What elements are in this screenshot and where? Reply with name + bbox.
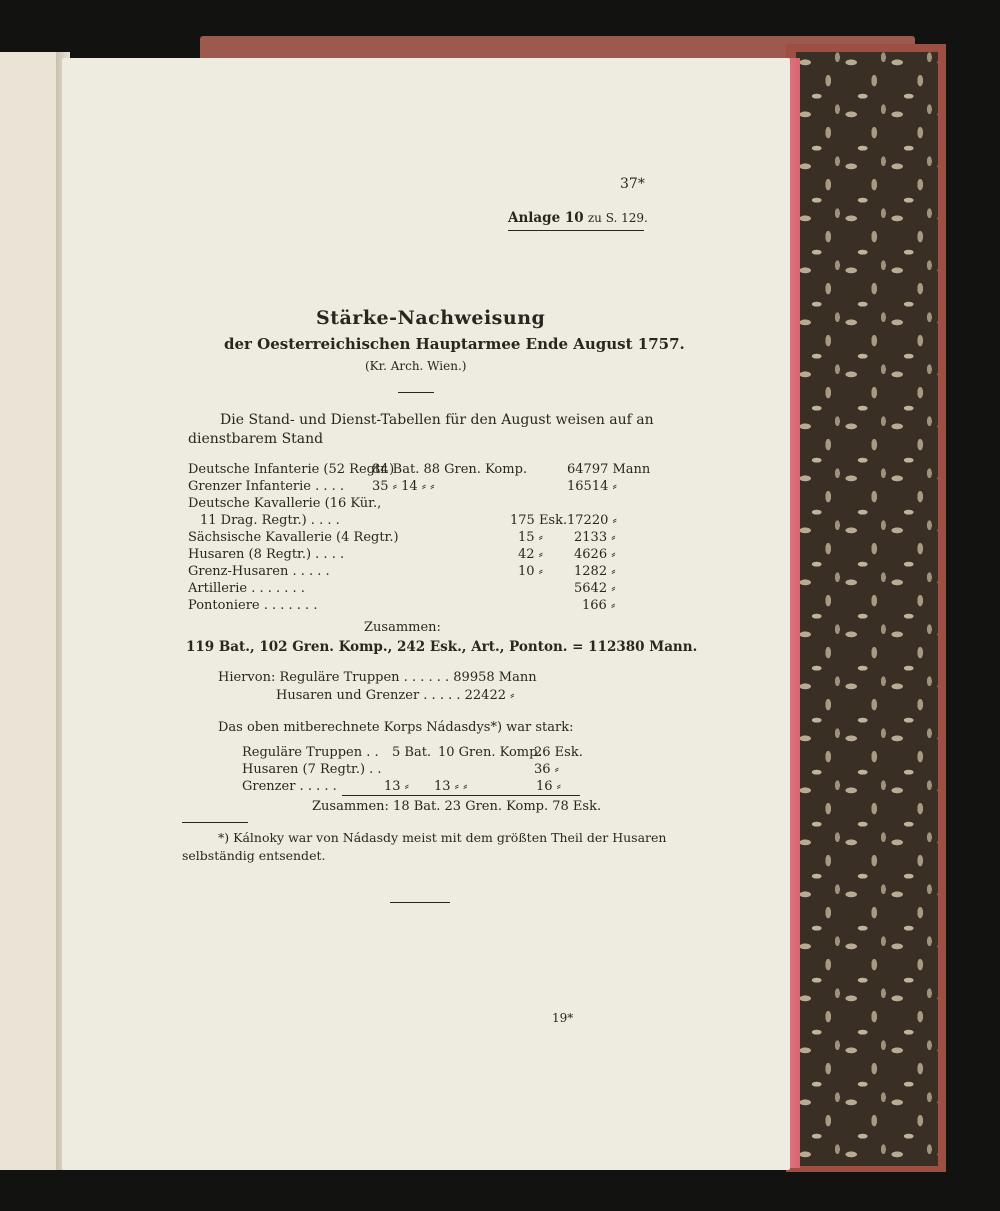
row-units: 35 ⸗ 14 ⸗ ⸗ [372,479,435,494]
document-title: Stärke-Nachweisung [316,307,546,329]
row-label: Artillerie . . . . . . . [188,581,305,596]
korps-esk: 26 Esk. [534,745,583,760]
row-label: Deutsche Kavallerie (16 Kür., [188,496,382,511]
row-esk: 42 ⸗ [518,547,544,562]
row-mann: 5642 ⸗ [574,581,616,596]
anlage-underline [508,230,644,231]
korps-sum-rule [342,795,580,796]
hiervon-value: 22422 ⸗ [464,688,515,703]
korps-esk: 36 ⸗ [534,762,560,777]
total-line: 119 Bat., 102 Gren. Komp., 242 Esk., Art., Ponton. = 112380 Mann. [186,639,698,655]
footnote-line-2: selbständig entsendet. [182,848,326,863]
korps-komp: 13 ⸗ ⸗ [434,779,468,794]
korps-esk: 16 ⸗ [536,779,562,794]
korps-label: Reguläre Truppen . . [242,745,379,760]
archive-source: (Kr. Arch. Wien.) [365,359,467,373]
korps-komp: 10 Gren. Komp. [438,745,542,760]
anlage-label: Anlage 10 [508,210,584,226]
marbled-endpaper [796,52,938,1166]
anlage-reference [508,210,648,227]
row-label: 11 Drag. Regtr.) . . . . [200,513,340,528]
row-mann: 2133 ⸗ [574,530,616,545]
korps-label: Grenzer . . . . . [242,779,337,794]
row-label: Deutsche Infanterie (52 Regtr.) [188,462,395,477]
row-esk: 175 Esk. [510,513,568,528]
korps-label: Husaren (7 Regtr.) . . [242,762,382,777]
footnote-line-1: *) Kálnoky war von Nádasdy meist mit dem größten Theil der Husaren [218,830,667,845]
printer-signature: 19* [552,1011,574,1025]
zusammen-label: Zusammen: [364,620,441,635]
footnote-rule [182,822,248,823]
korps-bat: 5 Bat. [392,745,432,760]
row-esk: 10 ⸗ [518,564,544,579]
hiervon-label: Hiervon: Reguläre Truppen . . . . . . [218,670,450,685]
korps-bat: 13 ⸗ [384,779,410,794]
row-label: Husaren (8 Regtr.) . . . . [188,547,345,562]
korps-total: Zusammen: 18 Bat. 23 Gren. Komp. 78 Esk. [312,799,602,814]
intro-line-1: Die Stand- und Dienst-Tabellen für den August weisen auf an [220,412,654,428]
document-page [62,58,790,1170]
hiervon-husaren [276,688,514,704]
row-label: Pontoniere . . . . . . . [188,598,318,613]
title-divider [398,392,434,393]
document-subtitle: der Oesterreichischen Hauptarmee Ende August 1757. [224,335,685,353]
korps-intro: Das oben mitberechnete Korps Nádasdys*) war stark: [218,720,574,735]
row-label: Grenz-Husaren . . . . . [188,564,330,579]
hiervon-label: Husaren und Grenzer . . . . . [276,688,461,703]
intro-line-2: dienstbarem Stand [188,431,324,447]
row-mann: 4626 ⸗ [574,547,616,562]
row-mann: 17220 ⸗ [567,513,617,528]
row-label: Grenzer Infanterie . . . . [188,479,345,494]
hiervon-regulaere [218,670,537,686]
row-label: Sächsische Kavallerie (4 Regtr.) [188,530,399,545]
anlage-page-ref: zu S. 129. [587,211,648,225]
row-mann: 16514 ⸗ [567,479,617,494]
hiervon-value: 89958 Mann [453,670,537,685]
page-number: 37* [620,176,645,192]
row-mann: 166 ⸗ [582,598,616,613]
row-mann: 64797 Mann [567,462,651,477]
row-esk: 15 ⸗ [518,530,544,545]
row-mann: 1282 ⸗ [574,564,616,579]
end-divider [390,902,450,903]
row-units: 84 Bat. 88 Gren. Komp. [372,462,528,477]
